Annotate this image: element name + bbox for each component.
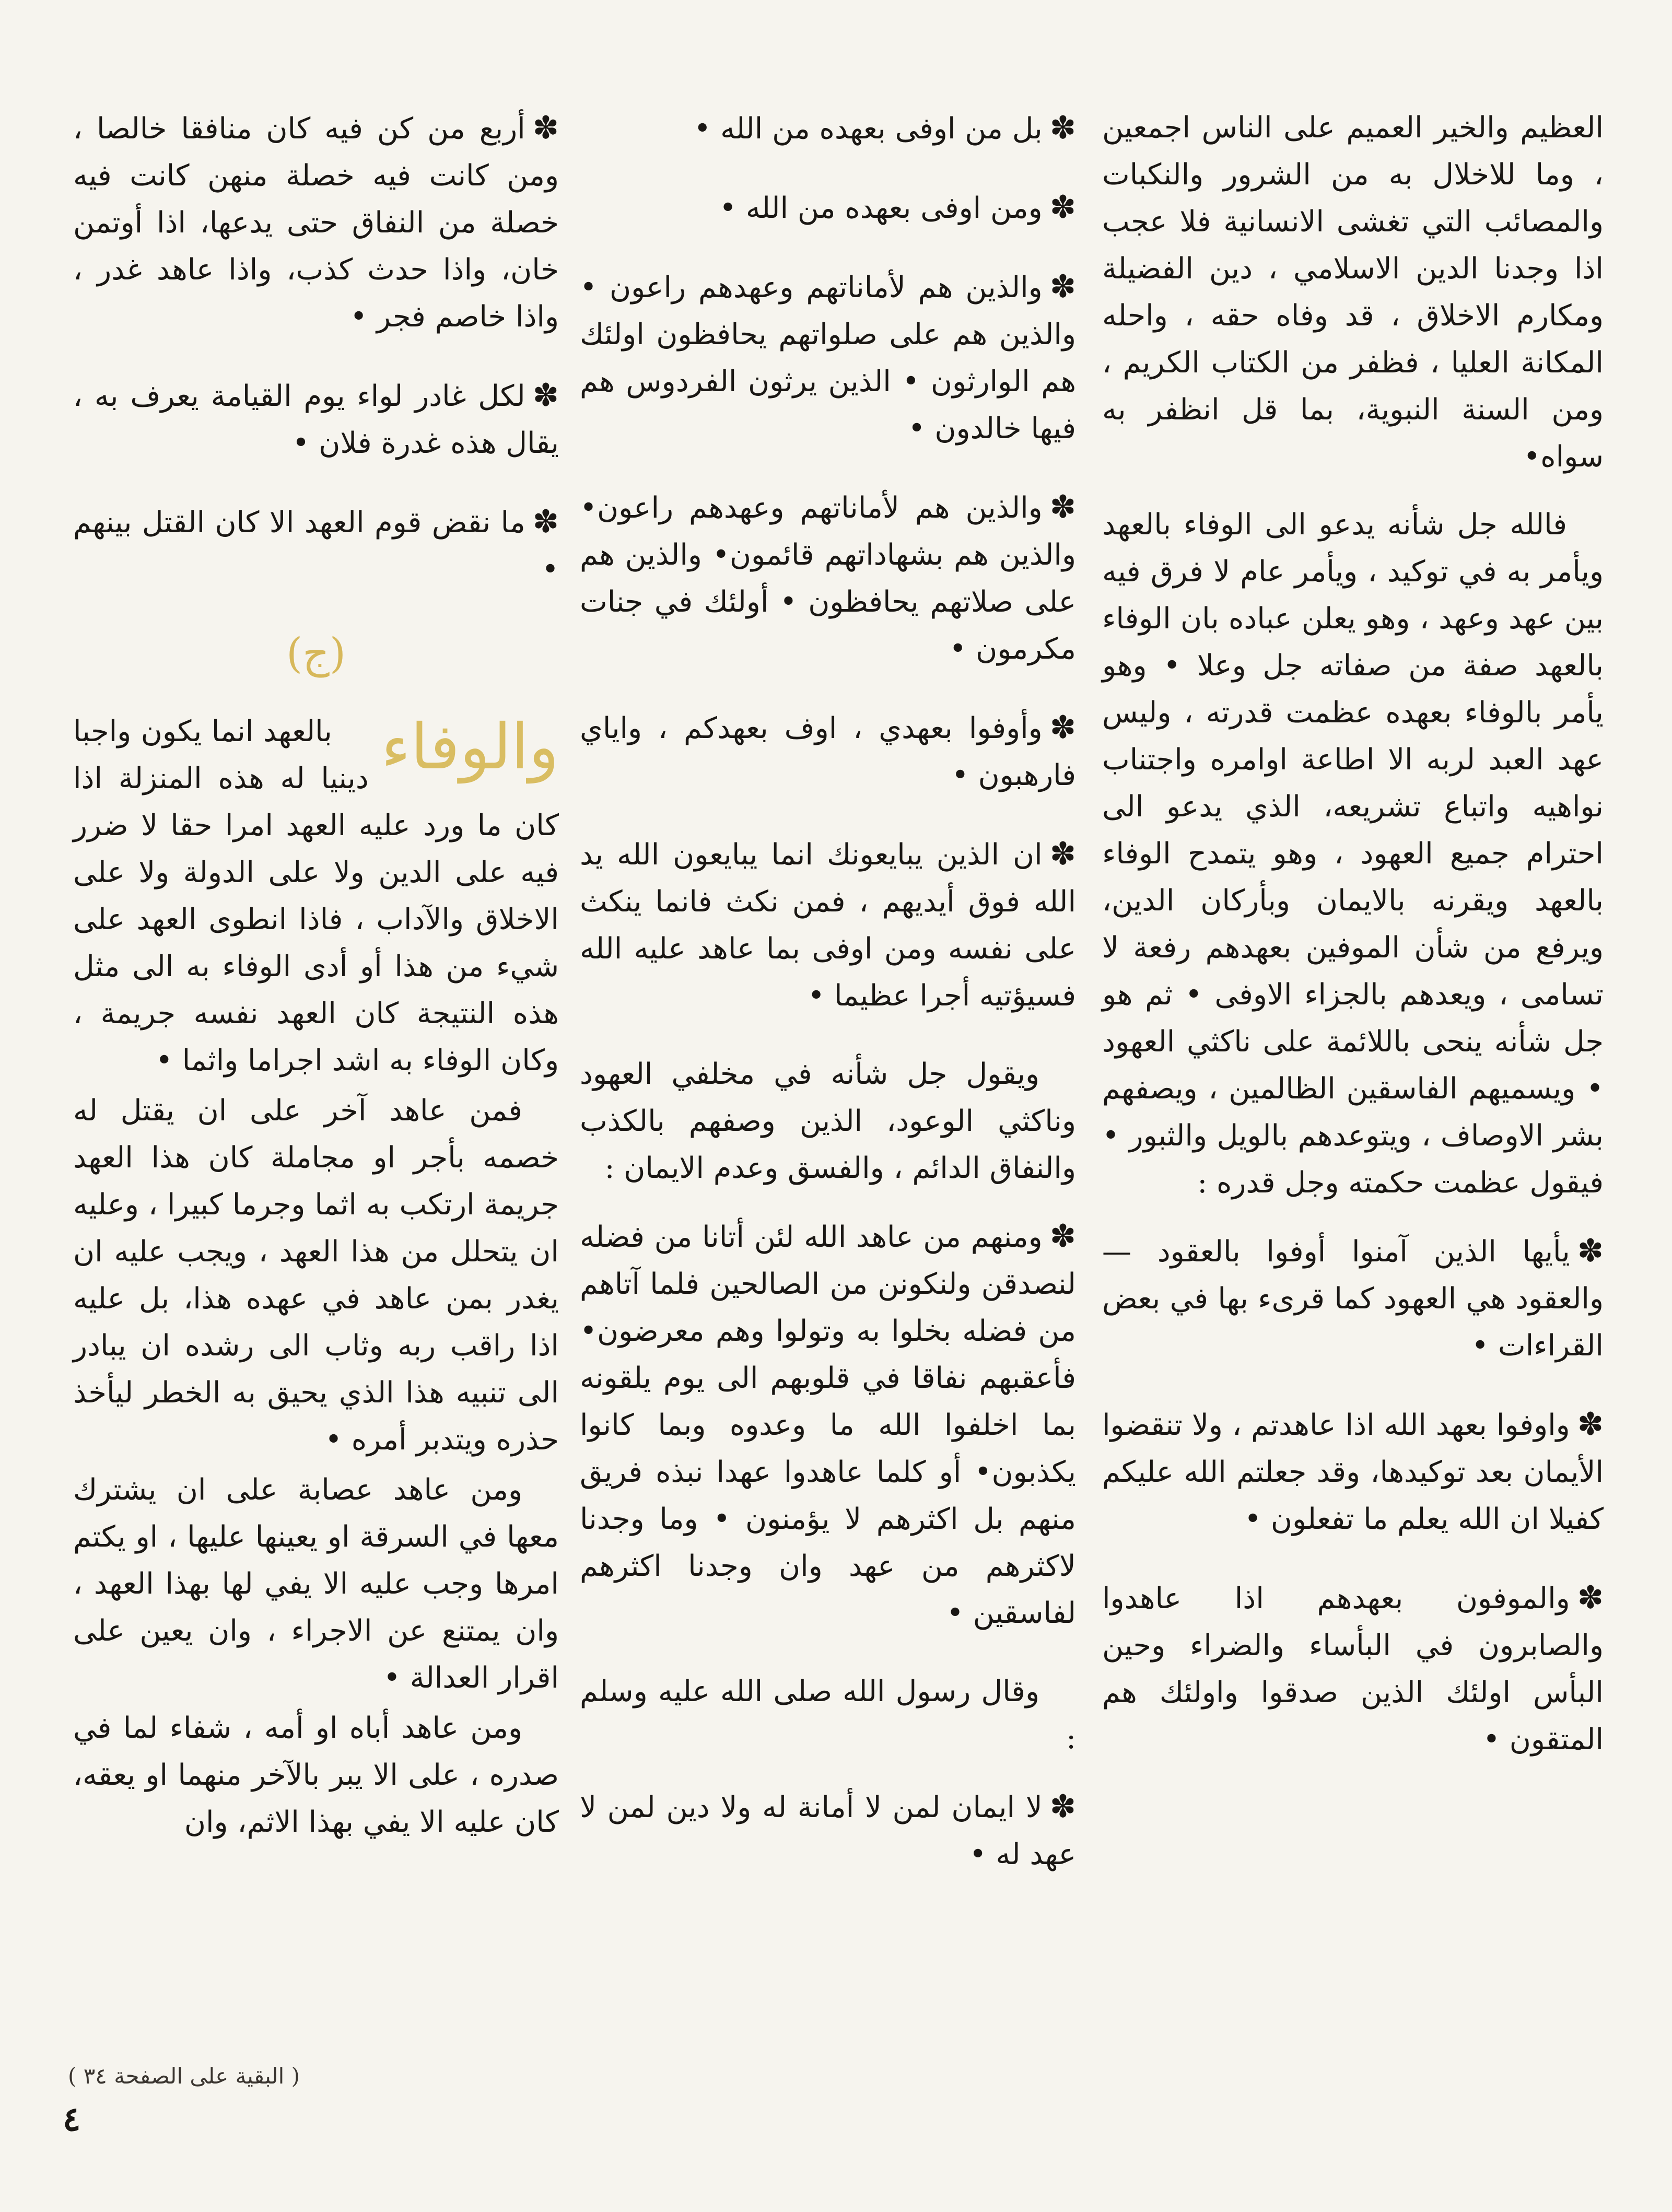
quote-item [580,830,1076,1020]
paragraph: العظيم والخير العميم على الناس اجمعين ، وما للاخلال به من الشرور والنكبات والمصائب التي تغشى الانسانية فلا عجب اذا وجدنا الدين الاسلامي ، دين الفضيلة ومكارم الاخلاق ، قد وفاه حقه ، واحله المكانة العليا ، فظفر من الكتاب الكريم ، ومن السنة النبوية، بما قل انظفر به سواه• [1102,111,1604,474]
quote-item [580,704,1076,799]
quote-text: ان الذين يبايعونك انما يبايعون الله يد الله فوق أيديهم ، فمن نكث فانما ينكث على نفسه ومن اوفى بما عاهد عليه الله فسيؤتيه أجرا عظيما • [580,838,1076,1013]
quote-text: يأيها الذين آمنوا أوفوا بالعقود — والعقود هي العهود كما قرىء بها في بعض القراءات • [1102,1235,1604,1363]
page-number: ٤ [63,2100,81,2139]
quote-item [1102,1574,1604,1763]
drop-cap-title: والوفاء [381,711,559,783]
asterisk-icon: ✽ [1049,268,1076,305]
paragraph: فالله جل شأنه يدعو الى الوفاء بالعهد ويأمر به في توكيد ، ويأمر عام لا فرق فيه بين عهد وعهد ، وهو يعلن عباده بان الوفاء بالعهد صفة من صفاته جل وعلا • وهو يأمر بالوفاء بعهده عظمت قدرته ، وليس عهد العبد لربه الا اطاعة اوامره واجتناب نواهيه واتباع تشريعه، الذي يدعو الى احترام جميع العهود ، وهو يتمدح الوفاء بالعهد ويقرنه بالايمان وبأركان الدين، ويرفع من شأن الموفين بعهدهم رفعة لا تسامى ، ويعدهم بالجزاء الاوفى • ثم هو جل شأنه ينحى باللائمة على ناكثي العهود • ويسميهم الفاسقين الظالمين ، ويصفهم بشر الاوصاف ، ويتوعدهم بالويل والثبور • فيقول عظمت حكمته وجل قدره : [1102,508,1604,1200]
asterisk-icon: ✽ [1049,709,1076,746]
column-middle [580,104,1076,2079]
section-body [73,708,559,1846]
quote-item [580,104,1076,153]
quote-text: والذين هم لأماناتهم وعهدهم راعون• والذين هم بشهاداتهم قائمون• والذين هم على صلاتهم يحافظون • أولئك في جنات مكرمون • [580,491,1076,666]
quote-item [73,104,559,341]
quote-item [580,1783,1076,1878]
asterisk-icon: ✽ [1049,189,1076,226]
quote-text: لا ايمان لمن لا أمانة له ولا دين لمن لا عهد له • [580,1790,1076,1871]
asterisk-icon: ✽ [1577,1579,1604,1616]
quote-text: بل من اوفى بعهده من الله • [694,112,1043,146]
quote-text: ما نقض قوم العهد الا كان القتل بينهم • [73,506,559,587]
quote-item [580,263,1076,452]
asterisk-icon: ✽ [1049,1788,1076,1825]
asterisk-icon: ✽ [1577,1233,1604,1269]
section-mark: (ج) [286,629,346,677]
paragraph: ومن عاهد أباه او أمه ، شفاء لما في صدره ، على الا يبر بالآخر منهما او يعقه، كان عليه الا يفي بهذا الاثم، وان [73,1711,559,1839]
asterisk-icon: ✽ [1049,110,1076,146]
quote-text: ومنهم من عاهد الله لئن أتانا من فضله لنصدقن ولنكونن من الصالحين فلما آتاهم من فضله بخلوا به وتولوا وهم معرضون• فأعقبهم نفاقا في قلوبهم الى يوم يلقونه بما اخلفوا الله ما وعدوه وبما كانوا يكذبون• أو كلما عاهدوا عهدا نبذه فريق منهم بل اكثرهم لا يؤمنون • وما وجدنا لاكثرهم من عهد وان وجدنا اكثرهم لفاسقين • [580,1220,1076,1630]
quote-item [580,184,1076,232]
quote-text: ومن اوفى بعهده من الله • [719,191,1043,225]
column-left [73,104,559,2079]
quote-item [1102,1401,1604,1543]
paragraph: فمن عاهد آخر على ان يقتل له خصمه بأجر او مجاملة كان هذا العهد جريمة ارتكب به اثما وجرما كبيرا ، وعليه ان يتحلل من هذا العهد ، ويجب عليه ان يغدر بمن عاهد في عهده هذا، بل عليه اذا راقب ربه وثاب الى رشده ان يبادر الى تنبيه هذا الذي يحيق به الخطر ليأخذ حذره ويتدبر أمره • [73,1094,559,1457]
quote-text: أربع من كن فيه كان منافقا خالصا ، ومن كانت فيه خصلة منهن كانت فيه خصلة من النفاق حتى يدعها، اذا أوتمن خان، واذا حدث كذب، واذا عاهد غدر ، واذا خاصم فجر • [73,112,559,334]
asterisk-icon: ✽ [532,377,559,414]
quote-text: لكل غادر لواء يوم القيامة يعرف به ، يقال هذه غدرة فلان • [73,379,559,460]
paragraph: بالعهد انما يكون واجبا دينيا له هذه المنزلة اذا كان ما ورد عليه العهد امرا حقا لا ضرر فيه على الدين ولا على الدولة ولا على الاخلاق والآداب ، فاذا انطوى العهد على شيء من هذا أو أدى الوفاء به الى مثل هذه النتيجة كان العهد نفسه جريمة ، وكان الوفاء به اشد اجراما واثما • [73,715,559,1078]
quote-item [580,1213,1076,1637]
asterisk-icon: ✽ [1577,1406,1604,1443]
asterisk-icon: ✽ [1049,836,1076,872]
asterisk-icon: ✽ [532,504,559,540]
quote-item [1102,1227,1604,1370]
asterisk-icon: ✽ [1049,1218,1076,1255]
quote-item [73,498,559,593]
asterisk-icon: ✽ [532,110,559,146]
column-right [1102,104,1604,2079]
paragraph: ويقول جل شأنه في مخلفي العهود وناكثي الوعود، الذين وصفهم بالكذب والنفاق الدائم ، والفسق وعدم الايمان : [580,1057,1076,1185]
asterisk-icon: ✽ [1049,489,1076,525]
quote-item [580,484,1076,673]
quote-text: والموفون بعهدهم اذا عاهدوا والصابرون في البأساء والضراء وحين البأس اولئك الذين صدقوا واولئك هم المتقون • [1102,1582,1604,1757]
continuation-note: ( البقية على الصفحة ٣٤ ) [68,2063,300,2089]
quote-text: واوفوا بعهد الله اذا عاهدتم ، ولا تنقضوا الأيمان بعد توكيدها، وقد جعلتم الله عليكم كفيلا ان الله يعلم ما تفعلون • [1102,1408,1604,1536]
quote-text: وأوفوا بعهدي ، اوف بعهدكم ، واياي فارهبون • [580,711,1076,792]
paragraph: وقال رسول الله صلى الله عليه وسلم : [580,1675,1076,1755]
quote-item [73,372,559,467]
paragraph: ومن عاهد عصابة على ان يشترك معها في السرقة او يعينها عليها ، او يكتم امرها وجب عليه الا يفي لها بهذا العهد ، وان يمتنع عن الاجراء ، وان يعين على اقرار العدالة • [73,1473,559,1695]
quote-text: والذين هم لأماناتهم وعهدهم راعون • والذين هم على صلواتهم يحافظون اولئك هم الوارثون • الذين يرثون الفردوس هم فيها خالدون • [580,271,1076,446]
